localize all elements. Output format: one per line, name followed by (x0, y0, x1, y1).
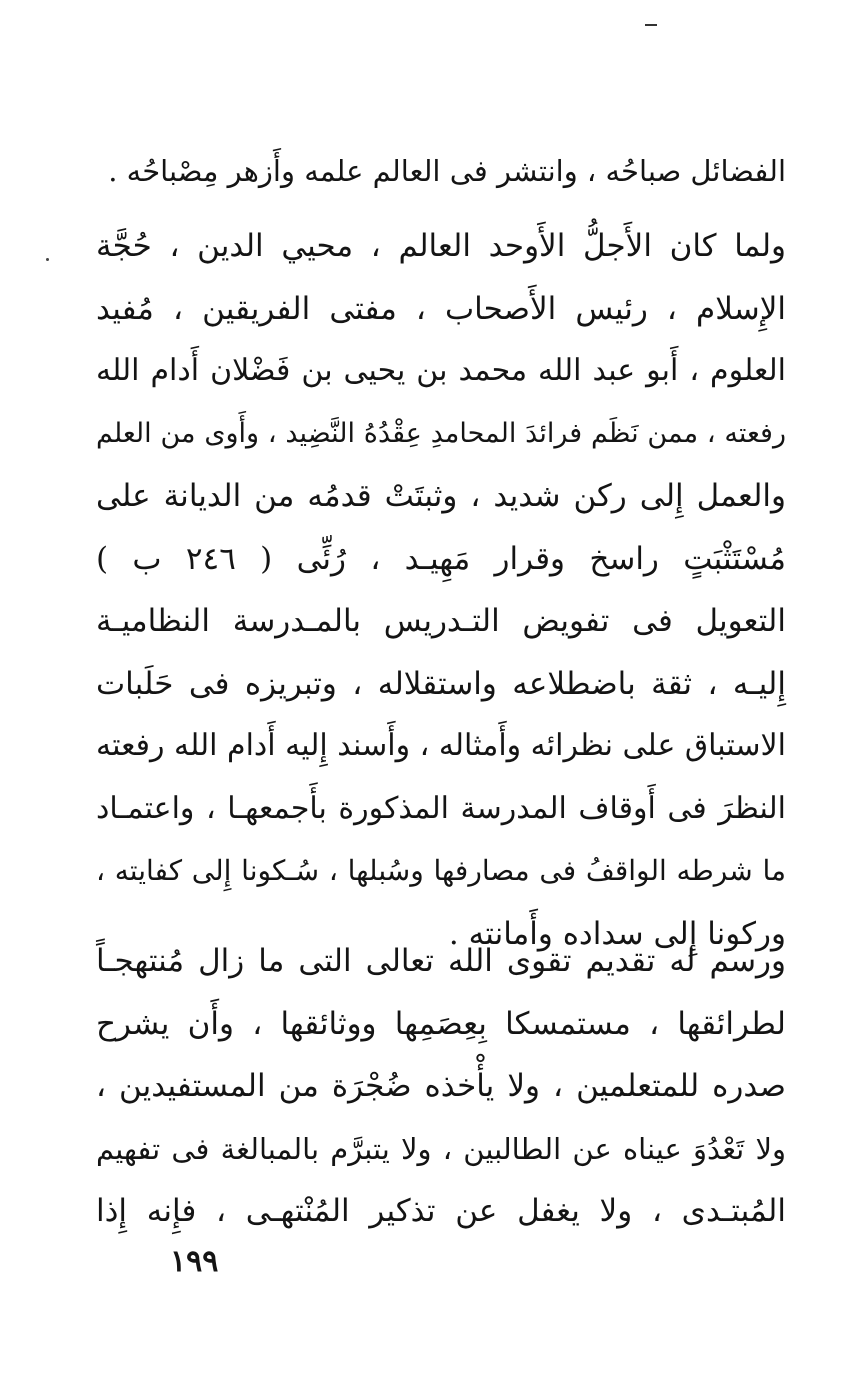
text-line: صدره للمتعلمين ، ولا يأْخذه ضُجْرَة من المستفيدين ، (96, 1068, 786, 1104)
text-line: مُسْتَثْبَتٍ راسخ وقرار مَهِيـد ، رُئِّى ( ٢٤٦ ب ) (96, 540, 786, 577)
text-line: المُبتـدى ، ولا يغفل عن تذكير المُنْتهـى ، فإِنه إِذا (96, 1193, 786, 1229)
text-line: لطرائقها ، مستمسكا بِعِصَمِها ووثائقها ، وأَن يشرح (96, 1005, 786, 1042)
text-line: الاستباق على نظرائه وأَمثاله ، وأَسند إِليه أَدام الله رفعته (96, 728, 786, 763)
text-line: الإِسلام ، رئيس الأَصحاب ، مفتى الفريقين ، مُفيد (96, 290, 786, 327)
scan-mark (645, 24, 657, 26)
scan-speck (46, 258, 49, 261)
text-line: ما شرطه الواقفُ فى مصارفها وسُبلها ، سُـكونا إِلى كفايته ، (96, 854, 786, 887)
paragraph-3 (96, 930, 786, 1243)
paragraph-1 (96, 140, 786, 203)
page-number: ١٩٩ (170, 1244, 219, 1279)
text-line: ولما كان الأَجلُّ الأَوحد العالم ، محيي الدين ، حُجَّة (96, 228, 786, 264)
text-line: وركونا إِلى سداده وأَمانته . (448, 915, 786, 952)
text-line: النظرَ فى أَوقاف المدرسة المذكورة بأَجمعهـا ، واعتمـاد (96, 790, 786, 826)
text-line: الفضائل صباحُه ، وانتشر فى العالم علمه وأَزهر مِصْباحُه . (108, 154, 786, 188)
text-line: رفعته ، ممن نَظَم فرائدَ المحامدِ عِقْدُهُ النَّضِيد ، وأَوى من العلم (96, 417, 786, 449)
text-line: ورسم له تقديم تقوى الله تعالى التى ما زال مُنتهجـاً (96, 943, 786, 979)
text-line: العلوم ، أَبو عبد الله محمد بن يحيى بن فَضْلان أَدام الله (96, 353, 786, 388)
paragraph-2 (96, 215, 786, 965)
text-line: إِليـه ، ثقة باضطلاعه واستقلاله ، وتبريزه فى حَلَبات (96, 665, 786, 702)
text-line: والعمل إِلى ركن شديد ، وثبتَتْ قدمُه من الديانة على (96, 478, 786, 514)
text-line: ولا تَعْدُوَ عيناه عن الطالبين ، ولا يتبرَّم بالمبالغة فى تفهيم (96, 1131, 786, 1166)
text-line: التعويل فى تفويض التـدريس بالمـدرسة النظاميـة (96, 603, 786, 639)
